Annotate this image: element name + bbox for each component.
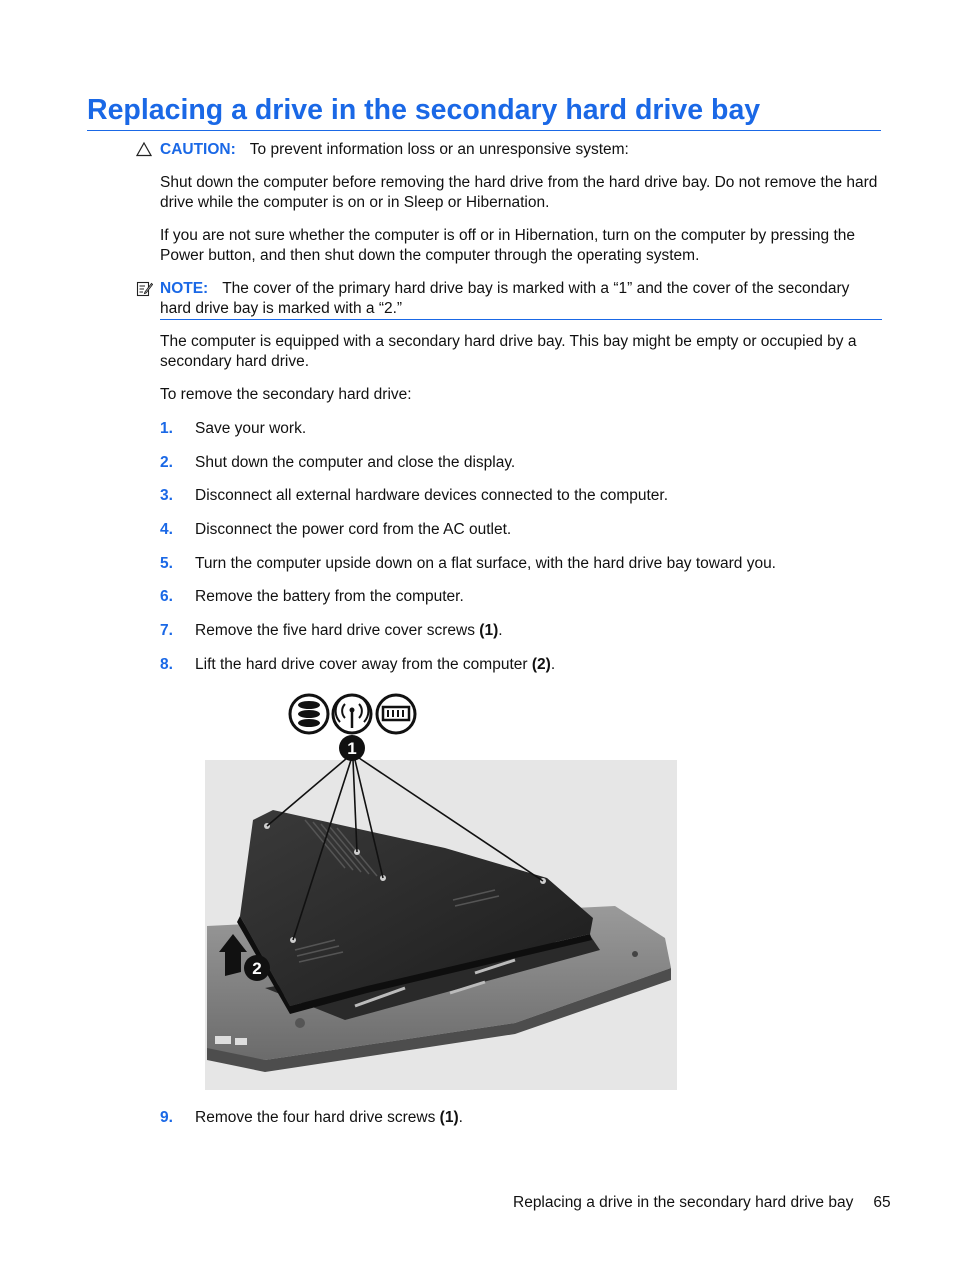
step-number: 1. (160, 420, 173, 437)
step-text: Save your work. (195, 420, 307, 437)
caution-line (160, 140, 882, 160)
footer-title: Replacing a drive in the secondary hard drive bay (513, 1194, 854, 1211)
step-text: Disconnect the power cord from the AC outlet. (195, 521, 512, 538)
step-text: Remove the battery from the computer. (195, 588, 464, 605)
step-text: Turn the computer upside down on a flat surface, with the hard drive bay toward you. (195, 555, 776, 572)
callout-2 (244, 955, 270, 981)
note-text: The cover of the primary hard drive bay is marked with a “1” and the cover of the secondary hard drive bay is marked with a “2.” (160, 280, 850, 317)
callout-1 (339, 735, 365, 761)
hard-drive-icon (290, 695, 328, 733)
caution-paragraph-2: If you are not sure whether the computer is off or in Hibernation, turn on the computer by pressing the Power button, and then shut down the computer through the operating system. (160, 227, 856, 264)
step-text: Lift the hard drive cover away from the computer (2). (195, 656, 556, 673)
svg-text:1: 1 (347, 739, 357, 758)
step-number: 3. (160, 487, 173, 504)
hard-drive-cover-illustration (195, 688, 680, 1090)
svg-text:2: 2 (252, 959, 262, 978)
step-number: 2. (160, 454, 173, 471)
step-text: Remove the five hard drive cover screws (1). (195, 622, 503, 639)
step-number: 6. (160, 588, 173, 605)
caution-triangle-icon (136, 141, 152, 157)
step-number: 9. (160, 1109, 173, 1126)
intro-paragraph: The computer is equipped with a secondary hard drive bay. This bay might be empty or occupied by a secondary hard drive. (160, 333, 857, 370)
caution-label: CAUTION: (160, 141, 236, 158)
step-number: 4. (160, 521, 173, 538)
note-block (160, 279, 882, 320)
caution-paragraph-1: Shut down the computer before removing the hard drive from the hard drive bay. Do not remove the hard drive while the computer is on or in Sleep or Hibernation. (160, 174, 878, 211)
step-number: 8. (160, 656, 173, 673)
page-number: 65 (873, 1194, 891, 1211)
step-text: Disconnect all external hardware devices connected to the computer. (195, 487, 669, 504)
wireless-icon (333, 695, 371, 733)
caution-text: To prevent information loss or an unresponsive system: (249, 141, 629, 158)
step-number: 7. (160, 622, 173, 639)
note-label: NOTE: (160, 280, 209, 297)
lead-paragraph: To remove the secondary hard drive: (160, 386, 412, 403)
step-text: Remove the four hard drive screws (1). (195, 1109, 463, 1126)
page-title: Replacing a drive in the secondary hard drive bay (87, 92, 881, 131)
note-pencil-icon (136, 280, 153, 297)
memory-icon (377, 695, 415, 733)
step-text: Shut down the computer and close the display. (195, 454, 516, 471)
step-number: 5. (160, 555, 173, 572)
page-footer (513, 1193, 891, 1213)
